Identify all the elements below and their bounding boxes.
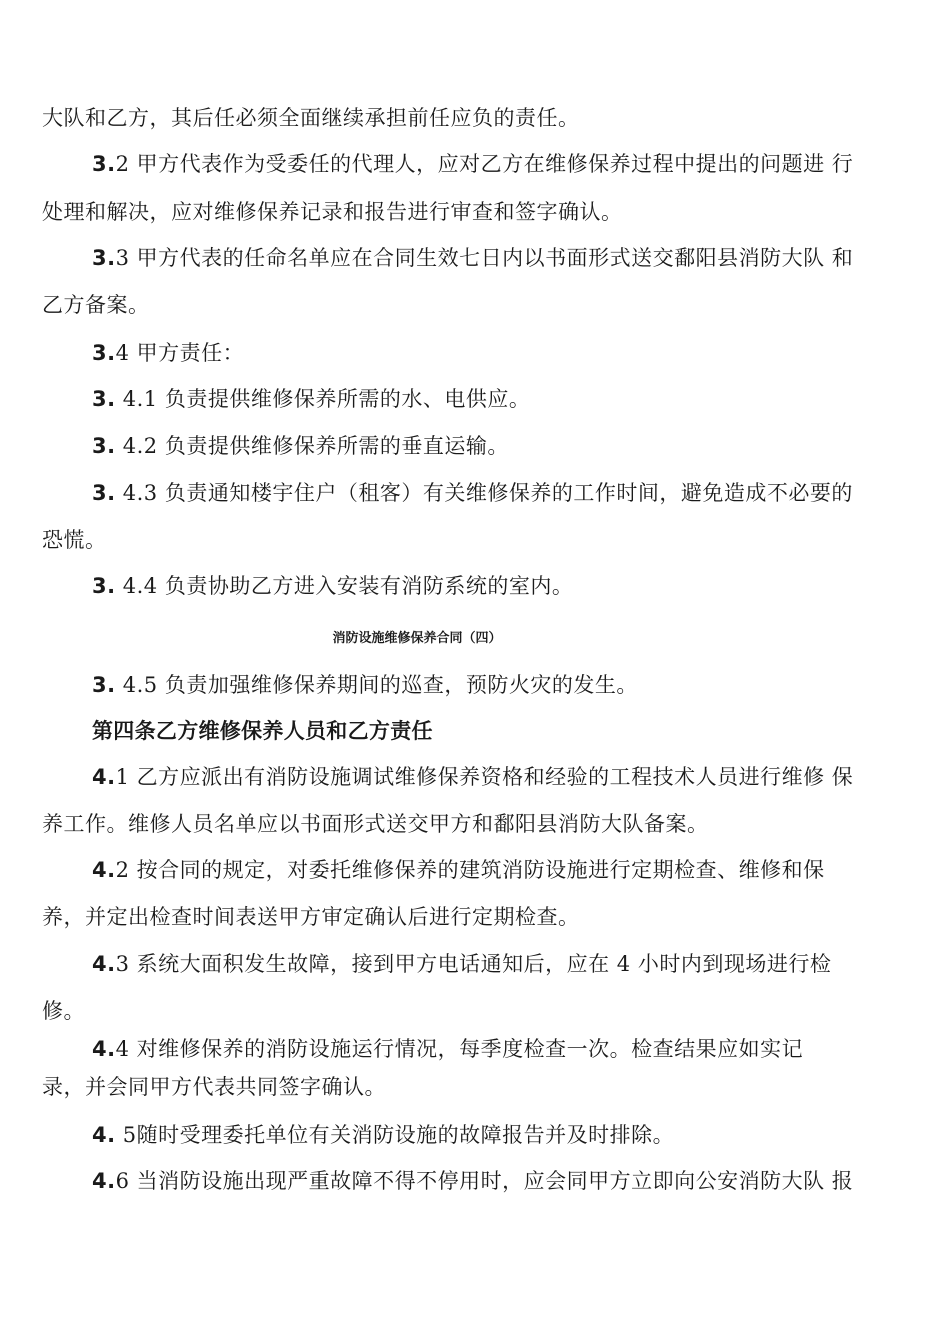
line-text: 恐慌。 [42, 528, 107, 552]
clause-number: 3. [92, 387, 116, 411]
paragraph-line [42, 198, 623, 226]
paragraph-line [42, 104, 580, 132]
paragraph-line [42, 526, 107, 554]
clause-number: 3. [92, 152, 116, 176]
line-text: 3 甲方代表的任命名单应在合同生效七日内以书面形式送交鄱阳县消防大队 和 [115, 246, 854, 270]
line-text: 4.3 负责通知楼宇住户（租客）有关维修保养的工作时间，避免造成不必要的 [115, 481, 853, 505]
line-text: 3 系统大面积发生故障，接到甲方电话通知后，应在 4 小时内到现场进行检 [115, 952, 832, 976]
clause-3-3 [92, 244, 853, 272]
clause-4-2 [92, 856, 825, 884]
clause-number: 3. [92, 434, 116, 458]
clause-3-4-2 [92, 432, 509, 460]
paragraph-line [42, 1073, 386, 1101]
paragraph-line [42, 291, 150, 319]
clause-number: 3. [92, 574, 116, 598]
clause-number: 4. [92, 1123, 116, 1147]
running-title: 消防设施维修保养合同（四） [332, 631, 502, 646]
line-text: 4 甲方责任： [115, 341, 245, 365]
line-text: 录，并会同甲方代表共同签字确认。 [42, 1075, 386, 1099]
clause-4-3 [92, 950, 831, 978]
clause-3-4-3 [92, 479, 853, 507]
line-text: 6 当消防设施出现严重故障不得不停用时，应会同甲方立即向公安消防大队 报 [115, 1169, 854, 1193]
line-text: 1 乙方应派出有消防设施调试维修保养资格和经验的工程技术人员进行维修 保 [115, 765, 854, 789]
clause-4-5 [92, 1121, 674, 1149]
clause-3-4-4 [92, 572, 573, 600]
section-heading: 第四条乙方维修保养人员和乙方责任 [92, 719, 433, 743]
line-text: 4.2 负责提供维修保养所需的垂直运输。 [115, 434, 509, 458]
line-text: 2 甲方代表作为受委任的代理人，应对乙方在维修保养过程中提出的问题进 行 [115, 152, 854, 176]
clause-number: 4. [92, 765, 116, 789]
clause-4-4 [92, 1035, 803, 1063]
line-text: 2 按合同的规定，对委托维修保养的建筑消防设施进行定期检查、维修和保 [115, 858, 825, 882]
clause-3-4 [92, 339, 244, 367]
clause-number: 3. [92, 246, 116, 270]
line-text: 养，并定出检查时间表送甲方审定确认后进行定期检查。 [42, 905, 580, 929]
clause-4-1 [92, 763, 853, 791]
clause-number: 4. [92, 952, 116, 976]
clause-3-4-1 [92, 385, 530, 413]
line-text: 4.4 负责协助乙方进入安装有消防系统的室内。 [115, 574, 574, 598]
line-text: 乙方备案。 [42, 293, 150, 317]
clause-number: 4. [92, 1037, 116, 1061]
line-text: 养工作。维修人员名单应以书面形式送交甲方和鄱阳县消防大队备案。 [42, 812, 709, 836]
line-text: 修。 [42, 999, 85, 1023]
line-text: 4.1 负责提供维修保养所需的水、电供应。 [115, 387, 531, 411]
clause-4-6 [92, 1167, 853, 1195]
paragraph-line [42, 903, 580, 931]
paragraph-line [42, 810, 709, 838]
clause-number: 3. [92, 481, 116, 505]
clause-number: 3. [92, 673, 116, 697]
line-text: 4.5 负责加强维修保养期间的巡查，预防火灾的发生。 [115, 673, 638, 697]
line-text: 5随时受理委托单位有关消防设施的故障报告并及时排除。 [115, 1123, 675, 1147]
line-text: 大队和乙方，其后任必须全面继续承担前任应负的责任。 [42, 106, 580, 130]
clause-number: 4. [92, 858, 116, 882]
clause-number: 3. [92, 341, 116, 365]
line-text: 处理和解决，应对维修保养记录和报告进行审查和签字确认。 [42, 200, 623, 224]
clause-3-4-5 [92, 671, 638, 699]
clause-number: 4. [92, 1169, 116, 1193]
paragraph-line [42, 997, 85, 1025]
line-text: 4 对维修保养的消防设施运行情况，每季度检查一次。检查结果应如实记 [115, 1037, 804, 1061]
clause-3-2 [92, 150, 853, 178]
